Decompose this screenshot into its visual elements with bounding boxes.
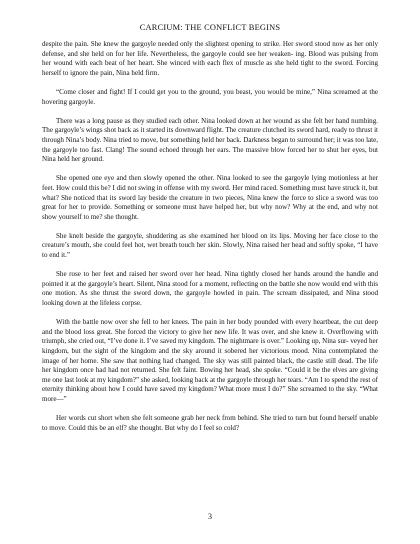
paragraph: She knelt beside the gargoyle, shuddering as she examined her blood on its lips. Moving her face close to the creature’s mouth, she could feel hot, wet breath touch her skin. Slowly, Nina raised her head and softly spoke, “I have to end it.”: [42, 231, 378, 260]
paragraph: “Come closer and fight! If I could get you to the ground, you beast, you would be mine,” Nina screamed at the hovering gargoyle.: [42, 87, 378, 106]
paragraph: She opened one eye and then slowly opened the other. Nina looked to see the gargoyle lying motionless at her feet. How could this be? I did not swing in offense with my sword. Her mind raced. Something must have struck it, but what? She noticed that its sword lay beside the creature in two pieces, Nina knew the force to slice a sword was too great for her to provide. Something or someone must have helped her, but why now? Why at the end, and why not show yourself to me? she thought.: [42, 174, 378, 221]
paragraph: There was a long pause as they studied each other. Nina looked down at her wound as she felt her hand numbing. The gargoyle’s wings shot back as it started its downward flight. The creature clutched its sword hard, ready to thrust it through Nina’s body. Nina tried to move, but something held her back. Darkness began to surround her; it was too late, the gargoyle too fast. Clang! The sound echoed through her ears. The massive blow forced her to shut her eyes, but Nina held her ground.: [42, 116, 378, 164]
body-text: [42, 40, 378, 443]
page-number: 3: [208, 512, 212, 521]
paragraph: With the battle now over she fell to her knees. The pain in her body pounded with every heartbeat, the cut deep and the blood loss great. She forced the victory to give her new life. It was over, and she knew it. Overflowing with triumph, she cried out, “I’ve done it. I’ve saved my kingdom. The nightmare is over.” Looking up, Nina sur- veyed her kingdom, but the sight of the kingdom and the sky around it sobered her victorious mood. Nina contemplated the image of her home. She saw that nothing had changed. The sky was still painted black, the castle still dead. The life her kingdom once had had not returned. She felt faint. Bowing her head, she spoke. “Could it be the elves are giving me one last look at my kingdom?” she asked, looking back at the gargoyle through her tears. “Am I to spend the rest of eternity thinking about how I could have saved my kingdom? What more must I do?” She screamed to the sky. “What more—”: [42, 318, 378, 403]
paragraph: Her words cut short when she felt someone grab her neck from behind. She tried to turn but found herself unable to move. Could this be an elf? she thought. But why do I feel so cold?: [42, 414, 378, 432]
running-header: CARCIUM: THE CONFLICT BEGINS: [139, 23, 281, 32]
paragraph: She rose to her feet and raised her sword over her head. Nina tightly closed her hands around the handle and pointed it at the gargoyle’s heart. Silent, Nina stood for a moment, reflecting on the battle she now would end with this one motion. As she thrust the sword down, the gargoyle howled in pain. The scream dissipated, and Nina stood looking down at the lifeless corpse.: [42, 270, 378, 308]
paragraph: despite the pain. She knew the gargoyle needed only the slightest opening to strike. Her sword stood now as her only defense, and she held on for her life. Nevertheless, the gargoyle could see her weaken- ing. Blood was pulsing from her wound with each beat of her heart. She winced with each flex of muscle as she held tight to the sword. Forcing herself to ignore the pain, Nina held firm.: [42, 40, 378, 77]
